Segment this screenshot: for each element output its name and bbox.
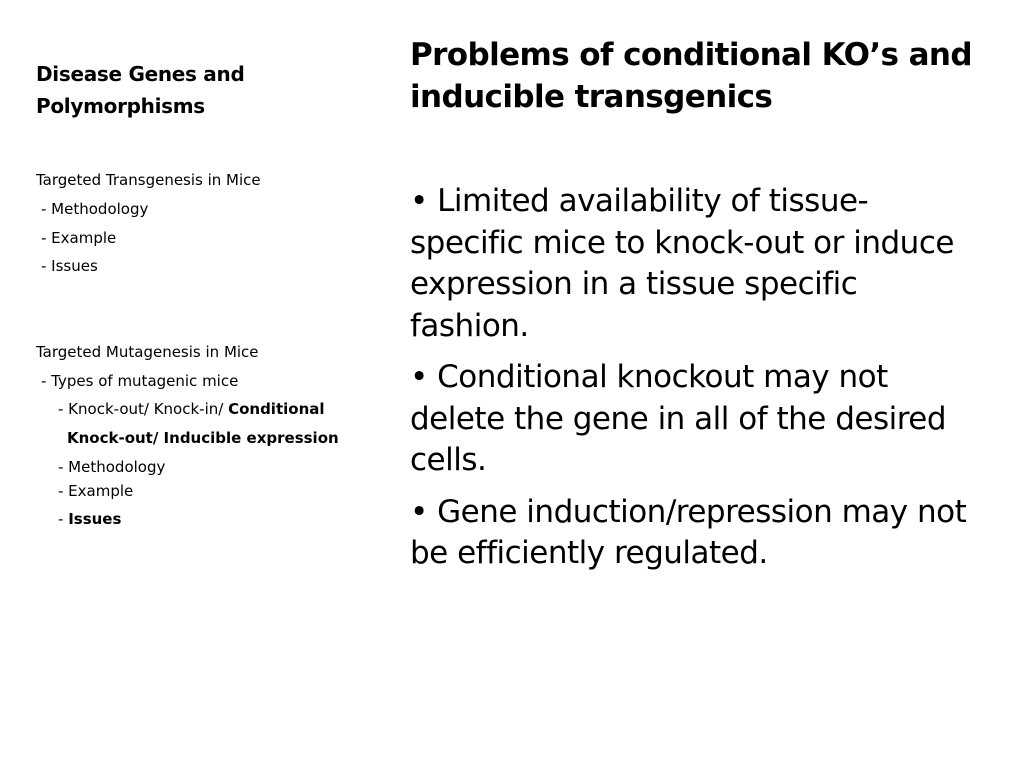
outline-issues-bold: Issues	[68, 510, 122, 528]
bullet-text: Limited availability of tissue-specific mice to knock-out or induce expression in a tissue specific fashion.	[410, 183, 954, 344]
outline-item-issues-current	[58, 509, 121, 529]
outline-item-example: - Example	[41, 229, 117, 247]
outline-inducible-text: Knock-out/ Inducible expression	[67, 429, 339, 447]
outline-issues-prefix: -	[58, 510, 69, 528]
bullet-item	[410, 181, 970, 347]
bullet-text: Gene induction/repression may not be efficiently regulated.	[410, 493, 967, 571]
outline-item-methodology: - Methodology	[41, 200, 149, 218]
outline-item-types: - Types of mutagenic mice	[41, 372, 239, 390]
bullet-list	[410, 181, 970, 585]
slide-title: Problems of conditional KO’s and inducible transgenics	[410, 37, 972, 115]
section-title: Disease Genes and Polymorphisms	[36, 62, 245, 118]
bullet-text: Conditional knockout may not delete the gene in all of the desired cells.	[410, 359, 947, 478]
outline-item-methodology-2: - Methodology	[58, 458, 166, 476]
outline-item-example-2: - Example	[58, 482, 134, 500]
outline-knockout-conditional: Conditional	[228, 400, 325, 418]
bullet-item	[410, 492, 970, 575]
outline-item-issues: - Issues	[41, 257, 98, 275]
outline-knockout-prefix: - Knock-out/ Knock-in/	[58, 400, 229, 418]
outline-heading-transgenesis: Targeted Transgenesis in Mice	[36, 171, 261, 189]
bullet-item	[410, 357, 970, 482]
outline-heading-mutagenesis: Targeted Mutagenesis in Mice	[36, 343, 259, 361]
outline-item-inducible	[67, 428, 339, 448]
outline-item-knockout	[58, 399, 325, 419]
